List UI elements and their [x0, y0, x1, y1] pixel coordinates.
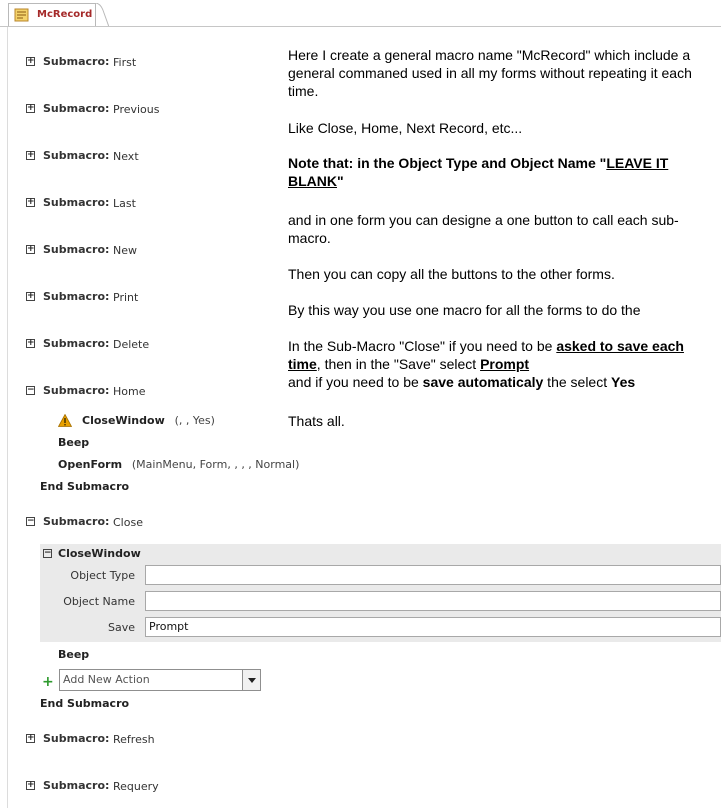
- object-name-label: Object Name: [63, 595, 135, 608]
- emphasis: Prompt: [480, 356, 530, 372]
- submacro-keyword: Submacro:: [43, 779, 110, 792]
- object-name-field[interactable]: [145, 591, 721, 611]
- note-quote: ": [599, 155, 607, 171]
- document-tab-bar: [0, 0, 721, 27]
- submacro-keyword: Submacro:: [43, 102, 110, 115]
- chevron-down-icon[interactable]: [242, 670, 260, 690]
- action-args: (MainMenu, Form, , , , Normal): [131, 458, 300, 471]
- action-openform[interactable]: [58, 458, 299, 471]
- submacro-name: Last: [113, 197, 136, 210]
- submacro-keyword: Submacro:: [43, 337, 110, 350]
- end-submacro: End Submacro: [40, 697, 130, 710]
- submacro-name: Requery: [113, 780, 159, 793]
- submacro-name: First: [113, 56, 137, 69]
- submacro-name: Close: [113, 516, 143, 529]
- action-name: CloseWindow: [58, 547, 141, 560]
- text: the select: [543, 374, 611, 390]
- action-beep[interactable]: [58, 436, 89, 449]
- submacro-keyword: Submacro:: [43, 55, 110, 68]
- expand-icon[interactable]: +: [27, 56, 35, 66]
- dropdown-placeholder: Add New Action: [63, 673, 150, 686]
- left-border: [7, 27, 8, 808]
- closewindow-action-block[interactable]: [40, 544, 721, 642]
- collapse-icon[interactable]: −: [27, 385, 35, 395]
- macro-icon: [14, 8, 29, 22]
- submacro-keyword: Submacro:: [43, 290, 110, 303]
- submacro-name: Print: [113, 291, 139, 304]
- submacro-keyword: Submacro:: [43, 243, 110, 256]
- action-beep[interactable]: Beep: [58, 648, 90, 661]
- comment-copy: Then you can copy all the buttons to the other forms.: [288, 266, 615, 282]
- submacro-keyword: Submacro:: [43, 732, 110, 745]
- submacro-name: Delete: [113, 338, 150, 351]
- expand-icon[interactable]: +: [27, 103, 35, 113]
- expand-icon[interactable]: +: [27, 244, 35, 254]
- expand-icon[interactable]: +: [27, 291, 35, 301]
- expand-icon[interactable]: +: [27, 780, 35, 790]
- comment-note: [288, 154, 693, 190]
- comment-save: [288, 337, 698, 391]
- expand-icon[interactable]: +: [27, 733, 35, 743]
- emphasis: asked to save each time: [288, 338, 684, 372]
- comment-examples: Like Close, Home, Next Record, etc...: [288, 120, 523, 136]
- emphasis: save automaticaly: [422, 374, 544, 390]
- object-type-label: Object Type: [70, 569, 135, 582]
- note-bold-text: Note that: in the Object Type and Object Name: [288, 155, 600, 171]
- submacro-name: Next: [113, 150, 139, 163]
- comment-button: and in one form you can designe a one button to call each sub-macro.: [288, 212, 679, 246]
- warning-icon: [58, 414, 72, 427]
- save-field[interactable]: Prompt: [145, 617, 721, 637]
- object-type-field[interactable]: [145, 565, 721, 585]
- submacro-keyword: Submacro:: [43, 149, 110, 162]
- submacro-name: Previous: [113, 103, 160, 116]
- action-name: CloseWindow: [82, 414, 165, 427]
- note-emphasis: LEAVE IT BLANK: [288, 155, 669, 189]
- tab-mcrecord[interactable]: [8, 3, 96, 27]
- action-name: Beep: [58, 436, 90, 449]
- action-name: OpenForm: [58, 458, 123, 471]
- add-icon: +: [42, 674, 54, 690]
- submacro-keyword: Submacro:: [43, 515, 110, 528]
- text: and if you need to be: [288, 374, 423, 390]
- comment-one-macro: By this way you use one macro for all the forms to do the: [288, 302, 641, 318]
- submacro-keyword: Submacro:: [43, 196, 110, 209]
- expand-icon[interactable]: +: [27, 150, 35, 160]
- collapse-icon[interactable]: −: [27, 516, 35, 526]
- action-args: (, , Yes): [174, 414, 215, 427]
- submacro-keyword: Submacro:: [43, 384, 110, 397]
- note-quote: ": [337, 173, 344, 189]
- action-closewindow[interactable]: [82, 414, 215, 427]
- comment-end: Thats all.: [288, 413, 345, 429]
- text: , then in the "Save" select: [316, 356, 481, 372]
- tab-label: McRecord: [37, 9, 93, 20]
- submacro-name: New: [113, 244, 137, 257]
- submacro-name: Home: [113, 385, 146, 398]
- text: In the Sub-Macro "Close" if you need to be: [288, 338, 557, 354]
- add-new-action-dropdown[interactable]: [59, 669, 261, 691]
- tab-edge: [95, 3, 109, 27]
- collapse-icon[interactable]: −: [44, 548, 52, 558]
- submacro-name: Refresh: [113, 733, 155, 746]
- expand-icon[interactable]: +: [27, 338, 35, 348]
- comment-intro: Here I create a general macro name "McRecord" which include a general commaned used in all my forms without repeating it each time.: [288, 47, 692, 99]
- emphasis: Yes: [611, 374, 636, 390]
- expand-icon[interactable]: +: [27, 197, 35, 207]
- end-submacro: End Submacro: [40, 480, 130, 493]
- save-label: Save: [107, 621, 135, 634]
